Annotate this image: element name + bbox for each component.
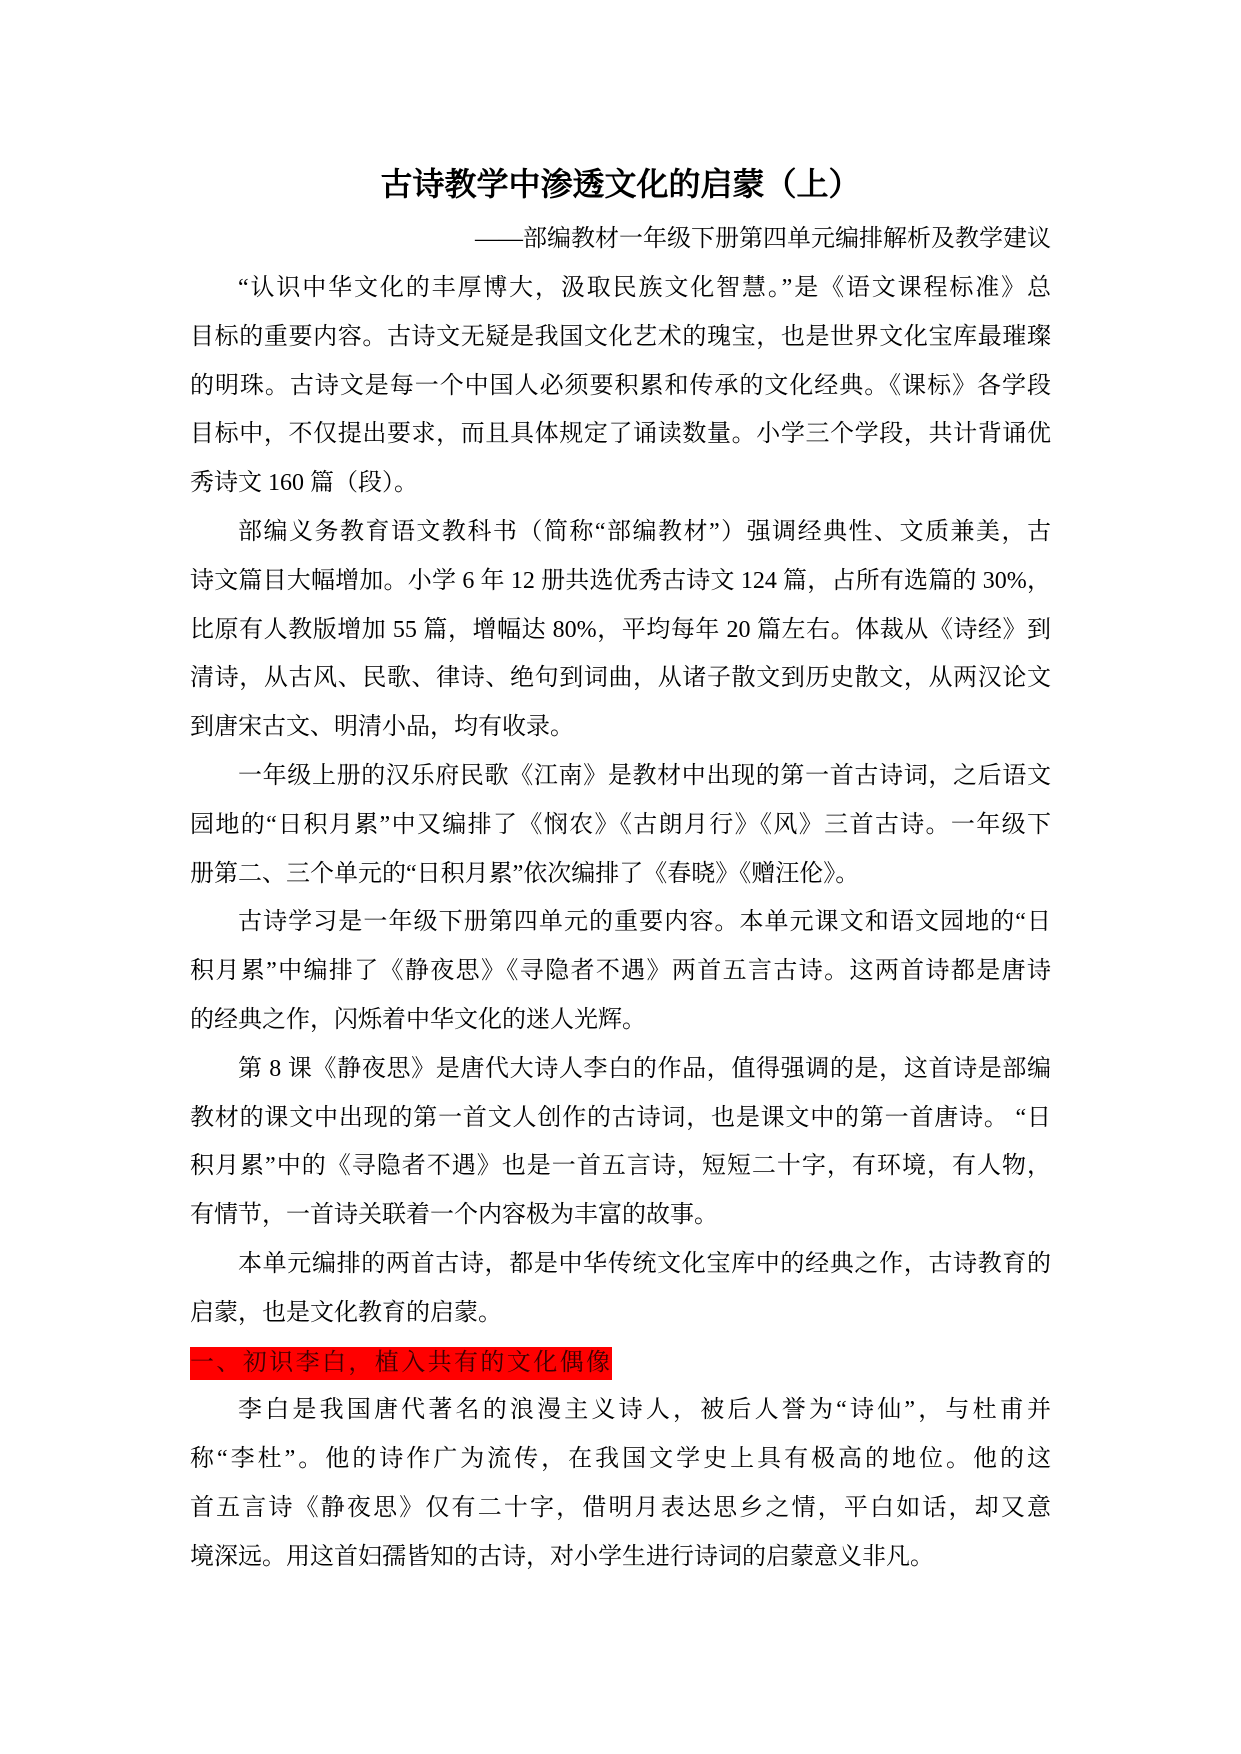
paragraph-line: 到唐宋古文、明清小品，均有收录。 <box>190 714 574 741</box>
paragraph <box>190 752 1051 898</box>
paragraph-line: 古诗学习是一年级下册第四单元的重要内容。本单元课文和语文园地的“日 <box>238 909 1051 936</box>
document-subtitle: ——部编教材一年级下册第四单元编排解析及教学建议 <box>475 226 1051 253</box>
paragraph-line: 目标的重要内容。古诗文无疑是我国文化艺术的瑰宝，也是世界文化宝库最璀璨 <box>190 323 1051 350</box>
paragraph-line: 李白是我国唐代著名的浪漫主义诗人，被后人誉为“诗仙”，与杜甫并 <box>238 1397 1051 1424</box>
paragraph <box>190 508 1051 752</box>
paragraph-line: “认识中华文化的丰厚博大，汲取民族文化智慧。”是《语文课程标准》总 <box>238 274 1051 301</box>
paragraph-line: 称“李杜”。他的诗作广为流传，在我国文学史上具有极高的地位。他的这 <box>190 1446 1051 1473</box>
paragraph-line: 园地的“日积月累”中又编排了《悯农》《古朗月行》《风》三首古诗。一年级下 <box>190 811 1051 838</box>
paragraph <box>190 264 1051 508</box>
paragraph-line: 一年级上册的汉乐府民歌《江南》是教材中出现的第一首古诗词，之后语文 <box>238 762 1051 789</box>
paragraph <box>190 1386 1051 1581</box>
paragraph-line: 册第二、三个单元的“日积月累”依次编排了《春晓》《赠汪伦》。 <box>190 860 860 887</box>
paragraph-line: 清诗，从古风、民歌、律诗、绝句到词曲，从诸子散文到历史散文，从两汉论文 <box>190 665 1051 692</box>
paragraph-line: 目标中，不仅提出要求，而且具体规定了诵读数量。小学三个学段，共计背诵优 <box>190 421 1051 448</box>
paragraph-line: 本单元编排的两首古诗，都是中华传统文化宝库中的经典之作，古诗教育的 <box>238 1250 1051 1277</box>
paragraph-line: 启蒙，也是文化教育的启蒙。 <box>190 1299 502 1326</box>
paragraph-line: 积月累”中编排了《静夜思》《寻隐者不遇》两首五言古诗。这两首诗都是唐诗 <box>190 958 1051 985</box>
paragraph-line: 境深远。用这首妇孺皆知的古诗，对小学生进行诗词的启蒙意义非凡。 <box>190 1543 934 1570</box>
paragraph-line: 首五言诗《静夜思》仅有二十字，借明月表达思乡之情，平白如话，却又意 <box>190 1494 1051 1521</box>
paragraph-line: 诗文篇目大幅增加。小学 6 年 12 册共选优秀古诗文 124 篇，占所有选篇的 30%， <box>190 567 1051 594</box>
section-heading-line <box>190 1338 1051 1387</box>
paragraph <box>190 898 1051 1044</box>
paragraph-line: 第 8 课《静夜思》是唐代大诗人李白的作品，值得强调的是，这首诗是部编 <box>238 1055 1051 1082</box>
paragraph-line: 的经典之作，闪烁着中华文化的迷人光辉。 <box>190 1006 646 1033</box>
paragraph-line: 部编义务教育语文教科书（简称“部编教材”）强调经典性、文质兼美，古 <box>238 518 1051 545</box>
paragraph <box>190 1240 1051 1338</box>
paragraph-line: 教材的课文中出现的第一首文人创作的古诗词，也是课文中的第一首唐诗。 “日 <box>190 1104 1051 1131</box>
paragraph-line: 积月累”中的《寻隐者不遇》也是一首五言诗，短短二十字，有环境，有人物， <box>190 1153 1051 1180</box>
paragraph-line: 的明珠。古诗文是每一个中国人必须要积累和传承的文化经典。《课标》各学段 <box>190 372 1051 399</box>
paragraph-line: 比原有人教版增加 55 篇，增幅达 80%，平均每年 20 篇左右。体裁从《诗经》到 <box>190 616 1051 643</box>
paragraph-line: 秀诗文 160 篇（段）。 <box>190 470 418 497</box>
section-heading: 一、初识李白，植入共有的文化偶像 <box>190 1347 612 1380</box>
paragraph <box>190 1045 1051 1240</box>
document-title: 古诗教学中渗透文化的启蒙（上） <box>380 166 861 202</box>
paragraph-line: 有情节，一首诗关联着一个内容极为丰富的故事。 <box>190 1202 718 1229</box>
